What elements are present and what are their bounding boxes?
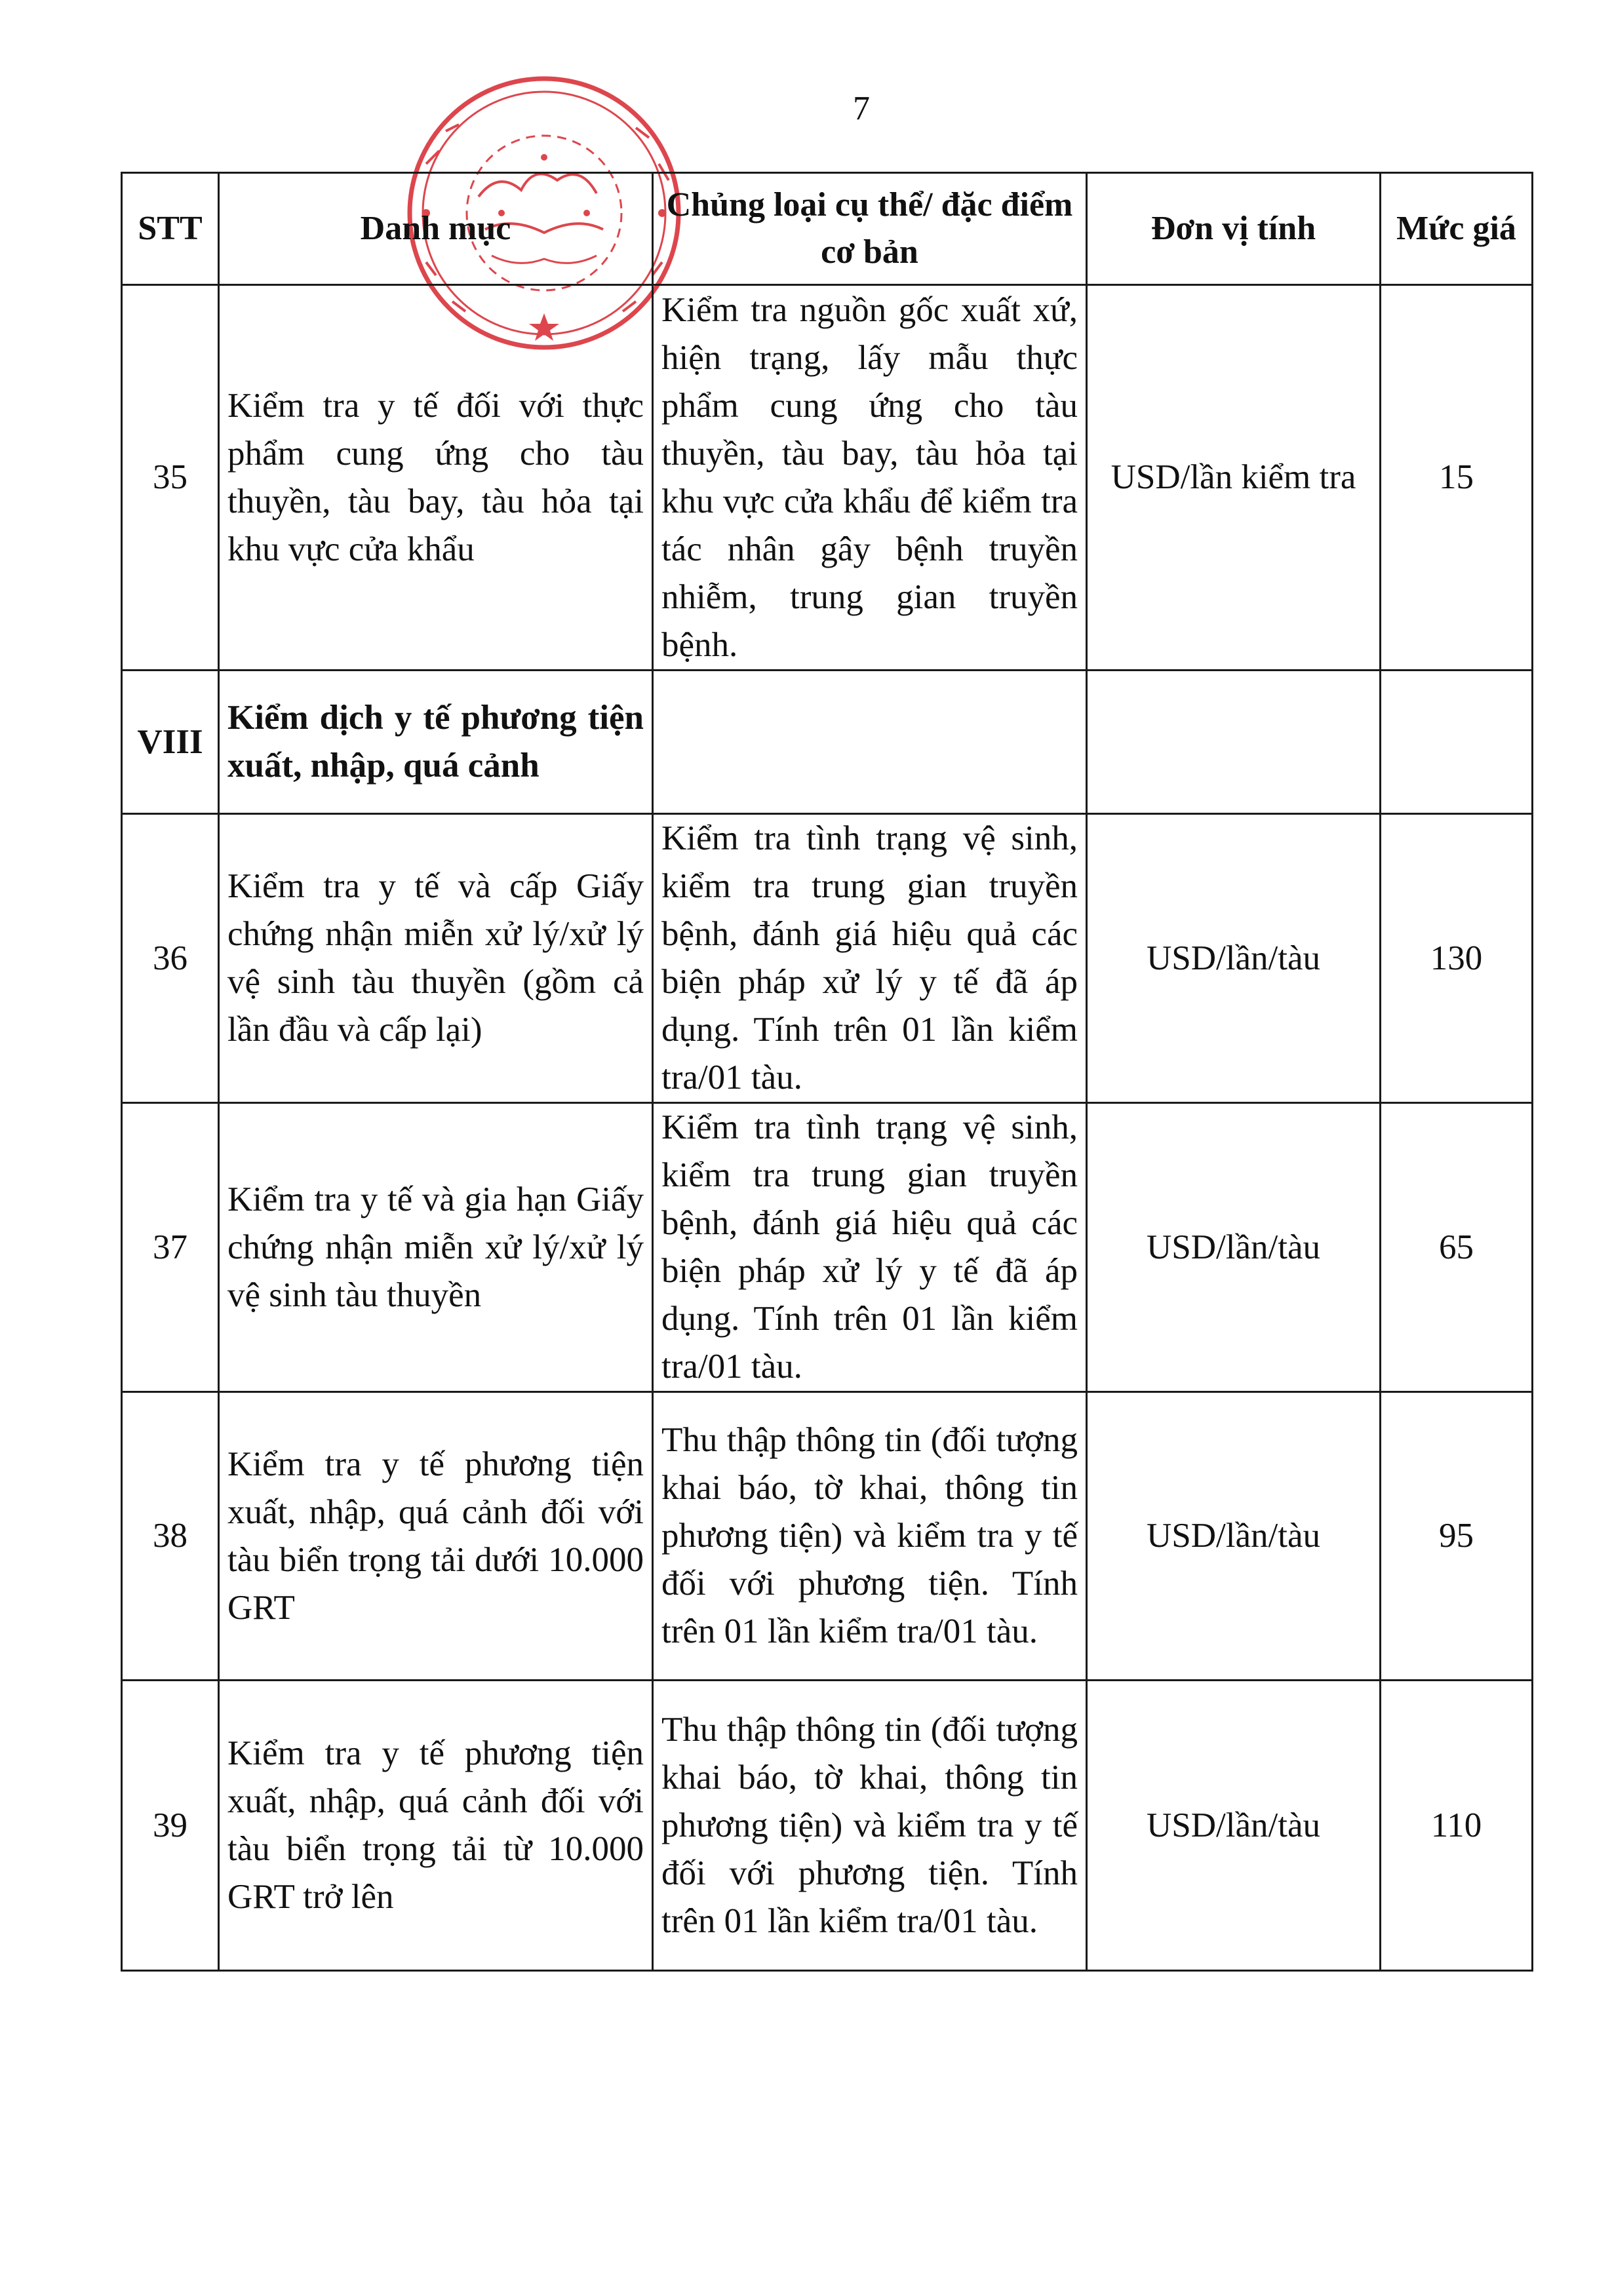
row-category: Kiểm tra y tế phương tiện xuất, nhập, quá cảnh đối với tàu biển trọng tải dưới 10.000 GRT: [219, 1392, 653, 1681]
row-stt: 35: [122, 285, 219, 671]
header-price: Mức giá: [1381, 173, 1533, 285]
table-row: [122, 285, 1533, 671]
row-spec: [653, 671, 1087, 814]
row-unit: USD/lần kiểm tra: [1087, 285, 1381, 671]
row-price: 130: [1381, 814, 1533, 1103]
row-spec: Kiểm tra tình trạng vệ sinh, kiểm tra trung gian truyền bệnh, đánh giá hiệu quả các biện pháp xử lý y tế đã áp dụng. Tính trên 01 lần kiểm tra/01 tàu.: [653, 814, 1087, 1103]
page-number: 7: [853, 90, 870, 127]
header-spec: Chủng loại cụ thể/ đặc điểm cơ bản: [653, 173, 1087, 285]
row-unit: USD/lần/tàu: [1087, 1681, 1381, 1971]
row-unit: [1087, 671, 1381, 814]
section-number: VIII: [122, 671, 219, 814]
section-title: Kiểm dịch y tế phương tiện xuất, nhập, quá cảnh: [219, 671, 653, 814]
row-stt: 39: [122, 1681, 219, 1971]
header-unit: Đơn vị tính: [1087, 173, 1381, 285]
table-row: [122, 1103, 1533, 1392]
row-spec: Thu thập thông tin (đối tượng khai báo, tờ khai, thông tin phương tiện) và kiểm tra y tế đối với phương tiện. Tính trên 01 lần kiểm tra/01 tàu.: [653, 1681, 1087, 1971]
table-row: [122, 1392, 1533, 1681]
row-category: Kiểm tra y tế và gia hạn Giấy chứng nhận miễn xử lý/xử lý vệ sinh tàu thuyền: [219, 1103, 653, 1392]
row-category: Kiểm tra y tế và cấp Giấy chứng nhận miễn xử lý/xử lý vệ sinh tàu thuyền (gồm cả lần đầu và cấp lại): [219, 814, 653, 1103]
row-price: [1381, 671, 1533, 814]
row-stt: 37: [122, 1103, 219, 1392]
row-spec: Kiểm tra tình trạng vệ sinh, kiểm tra trung gian truyền bệnh, đánh giá hiệu quả các biện pháp xử lý y tế đã áp dụng. Tính trên 01 lần kiểm tra/01 tàu.: [653, 1103, 1087, 1392]
header-category: Danh mục: [219, 173, 653, 285]
price-table: [121, 172, 1533, 1972]
header-stt: STT: [122, 173, 219, 285]
row-spec: Kiểm tra nguồn gốc xuất xứ, hiện trạng, lấy mẫu thực phẩm cung ứng cho tàu thuyền, tàu bay, tàu hỏa tại khu vực cửa khẩu để kiểm tra tác nhân gây bệnh truyền nhiễm, trung gian truyền bệnh.: [653, 285, 1087, 671]
row-price: 65: [1381, 1103, 1533, 1392]
row-category: Kiểm tra y tế đối với thực phẩm cung ứng cho tàu thuyền, tàu bay, tàu hỏa tại khu vực cửa khẩu: [219, 285, 653, 671]
row-stt: 38: [122, 1392, 219, 1681]
row-unit: USD/lần/tàu: [1087, 1392, 1381, 1681]
table-row: [122, 814, 1533, 1103]
row-spec: Thu thập thông tin (đối tượng khai báo, tờ khai, thông tin phương tiện) và kiểm tra y tế đối với phương tiện. Tính trên 01 lần kiểm tra/01 tàu.: [653, 1392, 1087, 1681]
row-unit: USD/lần/tàu: [1087, 814, 1381, 1103]
row-price: 95: [1381, 1392, 1533, 1681]
section-row: [122, 671, 1533, 814]
row-category: Kiểm tra y tế phương tiện xuất, nhập, quá cảnh đối với tàu biển trọng tải từ 10.000 GRT trở lên: [219, 1681, 653, 1971]
row-price: 15: [1381, 285, 1533, 671]
row-unit: USD/lần/tàu: [1087, 1103, 1381, 1392]
table-header-row: [122, 173, 1533, 285]
row-price: 110: [1381, 1681, 1533, 1971]
row-stt: 36: [122, 814, 219, 1103]
table-row: [122, 1681, 1533, 1971]
